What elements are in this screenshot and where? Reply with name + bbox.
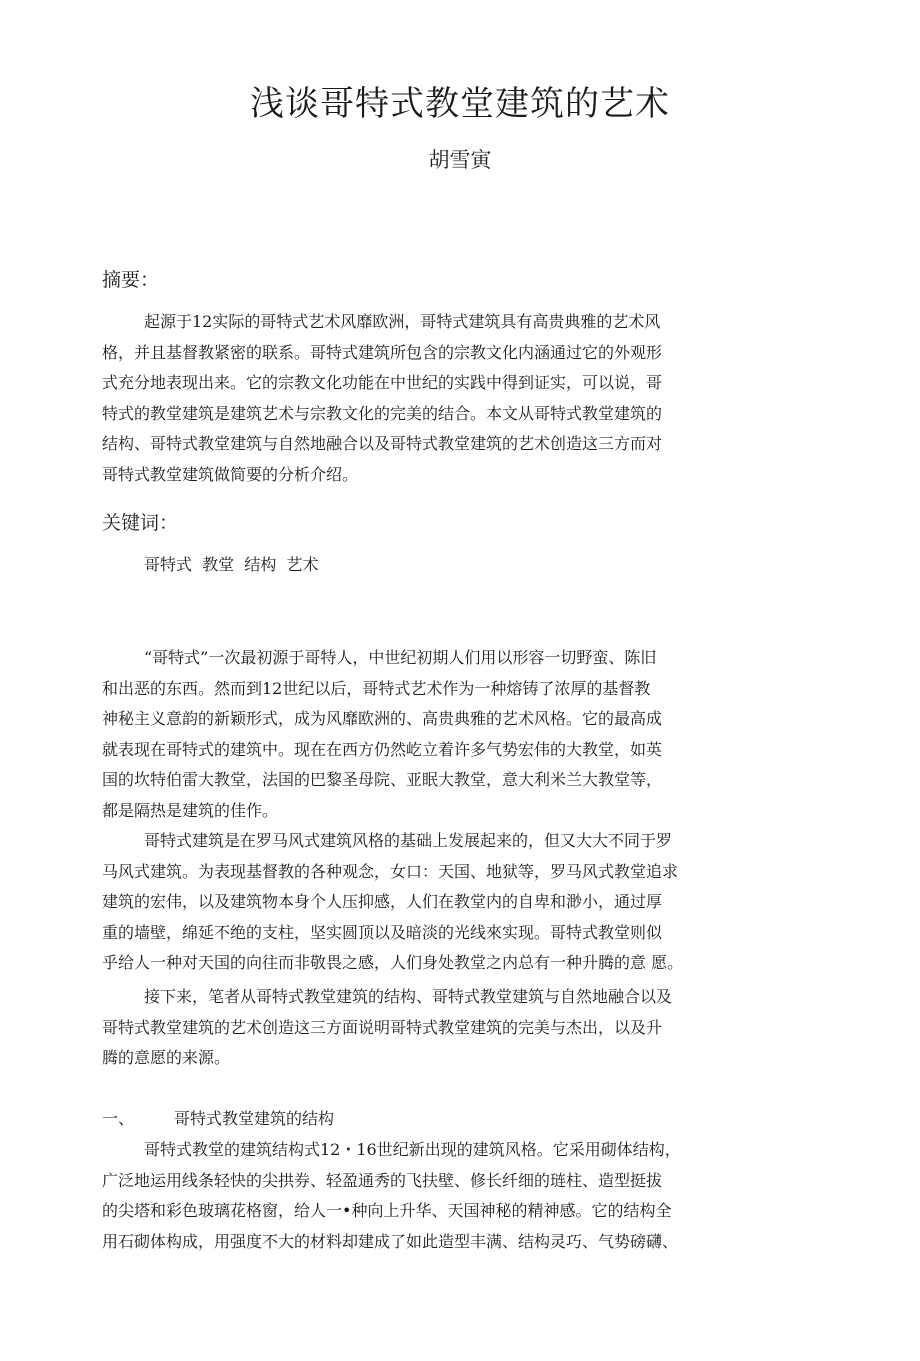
intro-paragraph-3 bbox=[102, 982, 786, 1074]
paragraph-line: 乎给人一种对天国的向往而非敬畏之感，人们身处教堂之内总有一种升腾的意 愿。 bbox=[102, 953, 684, 972]
paragraph-line: 的尖塔和彩色玻璃花格窗，给人一•种向上升华、天国神秘的精神感。它的结构全 bbox=[102, 1201, 672, 1220]
paragraph-line: 腾的意愿的来源。 bbox=[102, 1048, 231, 1067]
paragraph-line: 神秘主义意韵的新颖形式，成为风靡欧洲的、高贵典雅的艺术风格。它的最高成 bbox=[102, 709, 663, 728]
keywords-list: 哥特式 教堂 结构 艺术 bbox=[144, 555, 319, 574]
section-1-heading bbox=[102, 1104, 334, 1134]
paragraph-line: 国的坎特伯雷大教堂，法国的巴黎圣母院、亚眠大教堂，意大利米兰大教堂等， bbox=[102, 770, 663, 789]
paragraph-line: 和出恶的东西。然而到12世纪以后，哥特式艺术作为一种熔铸了浓厚的基督教 bbox=[102, 678, 651, 698]
paragraph-line: 接下来，笔者从哥特式教堂建筑的结构、哥特式教堂建筑与自然地融合以及 bbox=[144, 987, 673, 1006]
document-title: 浅谈哥特式教堂建筑的艺术 bbox=[250, 84, 670, 124]
paragraph-line: 哥特式教堂建筑做简要的分析介绍。 bbox=[102, 464, 359, 484]
paragraph-line: 结构、哥特式教堂建筑与自然地融合以及哥特式教堂建筑的艺术创造这三方而对 bbox=[102, 434, 663, 453]
intro-paragraph-1 bbox=[102, 643, 786, 826]
paragraph-line: 哥特式教堂建筑的艺术创造这三方面说明哥特式教堂建筑的完美与杰出，以及升 bbox=[102, 1017, 663, 1037]
section-number: 一、 bbox=[102, 1109, 135, 1128]
author-name: 胡雪寅 bbox=[428, 148, 492, 172]
paragraph-line: 都是隔热是建筑的佳作。 bbox=[102, 800, 279, 820]
intro-paragraph-2 bbox=[102, 826, 786, 979]
abstract-paragraph bbox=[102, 307, 786, 490]
paragraph-line: 建筑的宏伟，以及建筑物本身个人压抑感，人们在教堂内的自卑和渺小，通过厚 bbox=[102, 892, 663, 911]
paragraph-line: “哥特式”一次最初源于哥特人，中世纪初期人们用以形容一切野蛮、陈旧 bbox=[144, 648, 657, 667]
paragraph-line: 格，并且基督教紧密的联系。哥特式建筑所包含的宗教文化内涵通过它的外观形 bbox=[102, 342, 663, 362]
paragraph-line: 重的墙壁，绵延不绝的支柱，坚实圆顶以及暗淡的光线來实现。哥特式教堂则似 bbox=[102, 922, 663, 942]
paragraph-line: 式充分地表现出来。它的宗教文化功能在中世纪的实践中得到证实，可以说，哥 bbox=[102, 373, 663, 392]
paragraph-line: 就表现在哥特式的建筑中。现在在西方仍然屹立着许多气势宏伟的大教堂，如英 bbox=[102, 739, 663, 759]
keywords-heading: 关键词： bbox=[102, 512, 179, 534]
paragraph-line: 起源于12实际的哥特式艺术风靡欧洲，哥特式建筑具有高贵典雅的艺术风 bbox=[144, 312, 661, 331]
paragraph-line: 马风式建筑。为表现基督教的各种观念，女口：天国、地狱等，罗马风式教堂追求 bbox=[102, 861, 679, 881]
section-1-paragraph bbox=[102, 1135, 786, 1257]
paragraph-line: 哥特式建筑是在罗马风式建筑风格的基础上发展起来的，但又大大不同于罗 bbox=[144, 831, 673, 850]
paragraph-line: 用石砌体构成，用强度不大的材料却建成了如此造型丰满、结构灵巧、气势磅礴、 bbox=[102, 1231, 679, 1251]
paragraph-line: 哥特式教堂的建筑结构式12・16世纪新出现的建筑风格。它采用砌体结构， bbox=[144, 1140, 681, 1159]
paragraph-line: 特式的教堂建筑是建筑艺术与宗教文化的完美的结合。本文从哥特式教堂建筑的 bbox=[102, 403, 663, 423]
section-title: 哥特式教堂建筑的结构 bbox=[174, 1109, 335, 1128]
paragraph-line: 广泛地运用线条轻快的尖拱券、轻盈通秀的飞扶壁、修长纤细的琏柱、造型挺拔 bbox=[102, 1170, 663, 1190]
abstract-heading: 摘要： bbox=[102, 269, 160, 291]
